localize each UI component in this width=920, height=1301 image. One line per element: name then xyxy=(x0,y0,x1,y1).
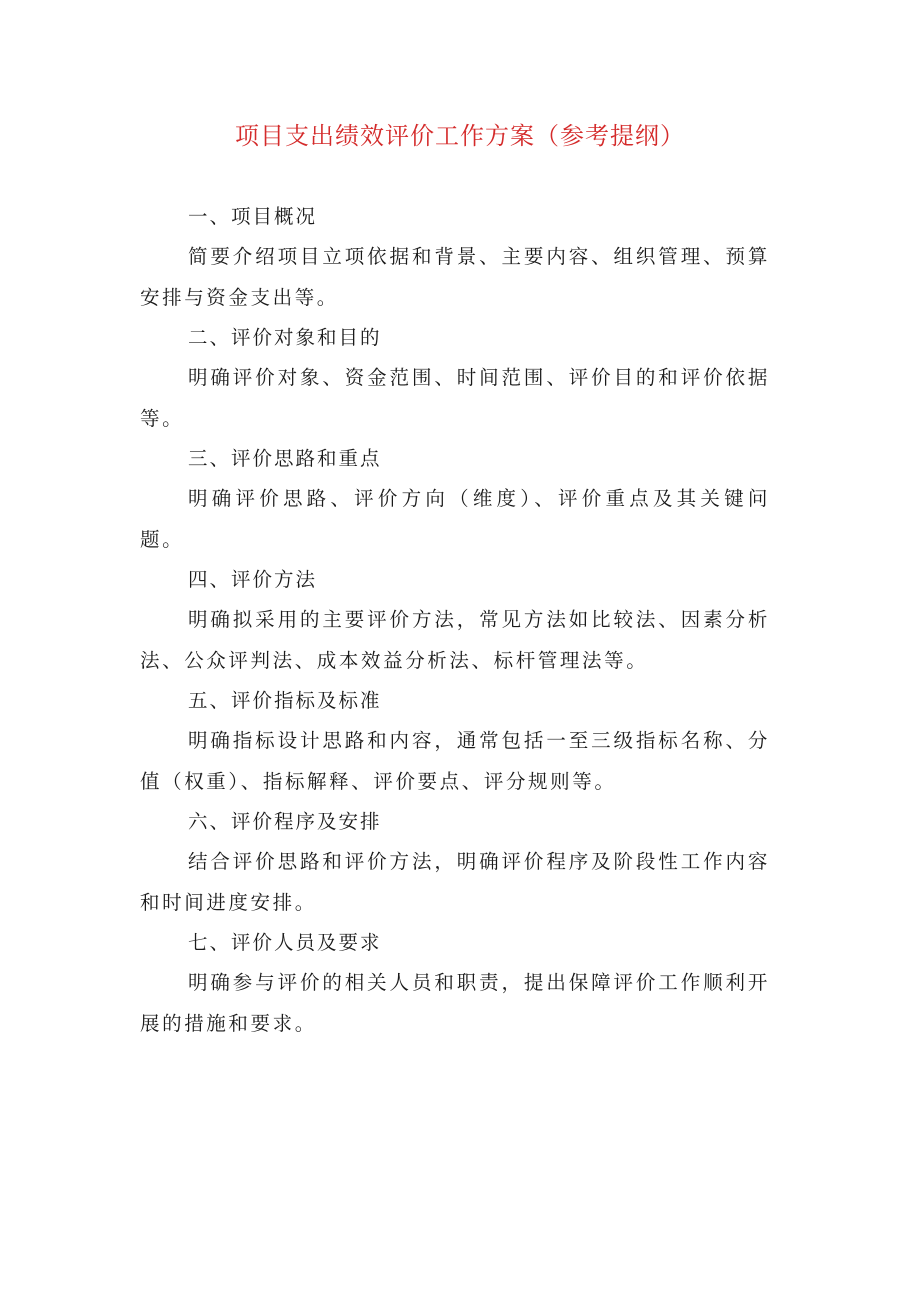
section-heading: 四、评价方法 xyxy=(188,568,318,591)
section-paragraph: 明确评价对象、资金范围、时间范围、评价目的和评价依据等。 xyxy=(140,366,770,430)
section-heading: 七、评价人员及要求 xyxy=(188,931,382,954)
section-indicators-standards xyxy=(140,681,770,802)
document-title: 项目支出绩效评价工作方案（参考提纲） xyxy=(235,122,685,150)
section-personnel-requirements xyxy=(140,923,770,1044)
section-paragraph: 明确拟采用的主要评价方法，常见方法如比较法、因素分析法、公众评判法、成本效益分析法、标杆管理法等。 xyxy=(140,608,770,672)
section-evaluation-approach xyxy=(140,439,770,560)
section-project-overview xyxy=(140,197,770,318)
section-evaluation-object xyxy=(140,318,770,439)
section-evaluation-methods xyxy=(140,560,770,681)
section-paragraph: 明确评价思路、评价方向（维度）、评价重点及其关键问题。 xyxy=(140,487,770,551)
section-heading: 二、评价对象和目的 xyxy=(188,326,382,349)
section-paragraph: 简要介绍项目立项依据和背景、主要内容、组织管理、预算安排与资金支出等。 xyxy=(140,245,770,309)
section-procedure-schedule xyxy=(140,802,770,923)
section-heading: 三、评价思路和重点 xyxy=(188,447,382,470)
section-paragraph: 明确指标设计思路和内容，通常包括一至三级指标名称、分值（权重）、指标解释、评价要点、评分规则等。 xyxy=(140,729,770,793)
section-heading: 五、评价指标及标准 xyxy=(188,689,382,712)
section-heading: 六、评价程序及安排 xyxy=(188,810,382,833)
section-paragraph: 结合评价思路和评价方法，明确评价程序及阶段性工作内容和时间进度安排。 xyxy=(140,850,770,914)
section-heading: 一、项目概况 xyxy=(188,205,318,228)
section-paragraph: 明确参与评价的相关人员和职责，提出保障评价工作顺利开展的措施和要求。 xyxy=(140,971,770,1035)
document-body xyxy=(140,197,770,1044)
